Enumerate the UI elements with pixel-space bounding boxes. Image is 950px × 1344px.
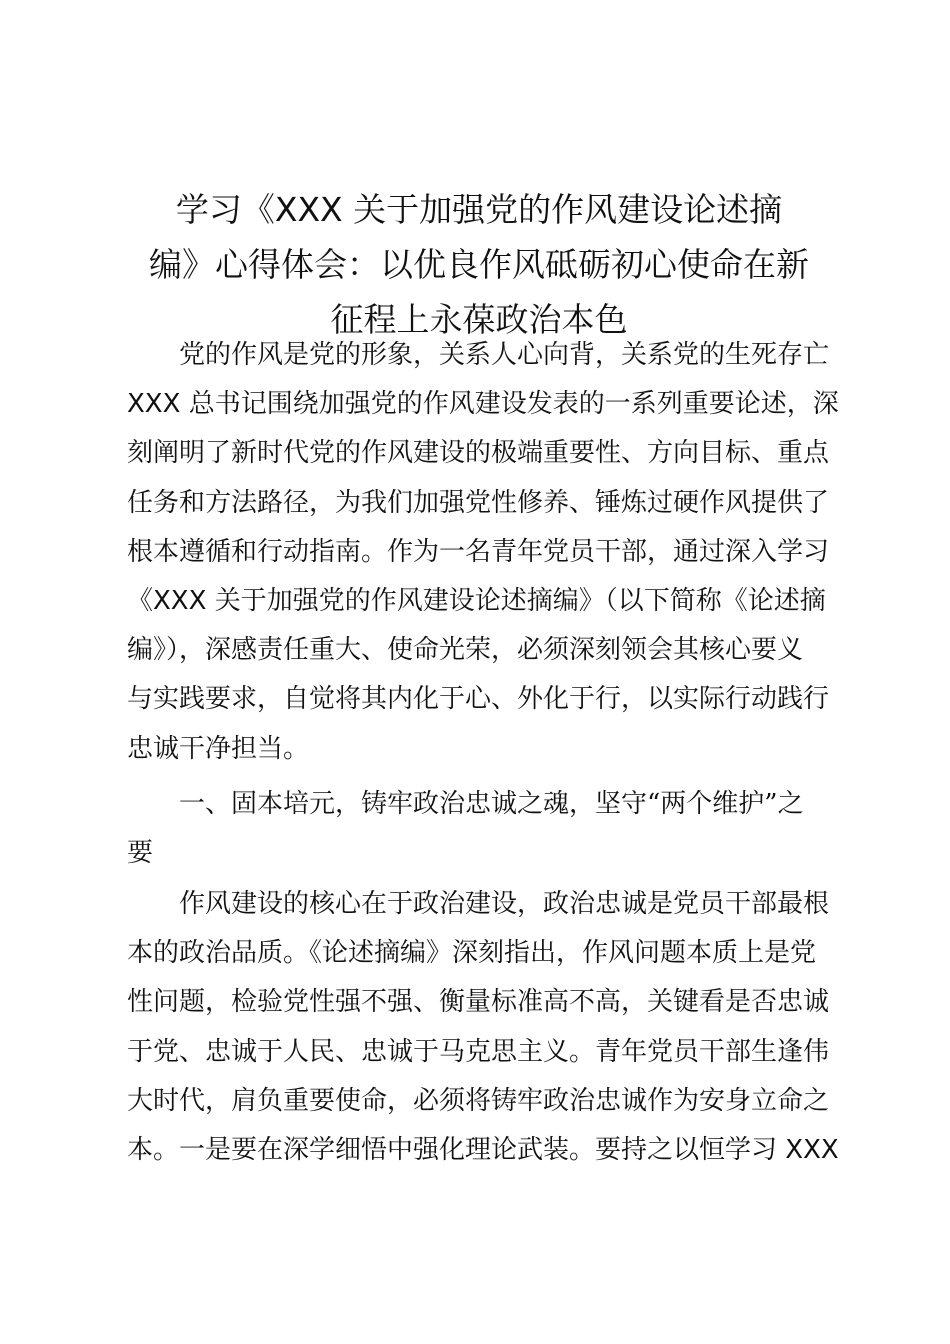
title-line-3: 征程上永葆政治本色 xyxy=(330,300,628,339)
paragraph-line: 与实践要求，自觉将其内化于心、外化于行，以实际行动践行 xyxy=(127,684,830,715)
paragraph-line: 《XXX 关于加强党的作风建设论述摘编》（以下简称《论述摘 xyxy=(127,586,826,617)
heading-line: 要 xyxy=(127,838,154,869)
paragraph-line: XXX 总书记围绕加强党的作风建设发表的一系列重要论述，深 xyxy=(127,389,839,420)
paragraph-line: 作风建设的核心在于政治建设，政治忠诚是党员干部最根 xyxy=(179,889,830,919)
paragraph-line: 任务和方法路径，为我们加强党性修养、锤炼过硬作风提供了 xyxy=(127,487,830,518)
section-1-paragraph xyxy=(127,880,837,1175)
paragraph-line: 刻阐明了新时代党的作风建设的极端重要性、方向目标、重点 xyxy=(127,438,830,469)
paragraph-line: 大时代，肩负重要使命，必须将铸牢政治忠诚作为安身立命之 xyxy=(127,1085,830,1116)
title-line-2: 编》心得体会：以优良作风砥砺初心使命在新 xyxy=(149,245,809,284)
paragraph-line: 党的作风是党的形象，关系人心向背，关系党的生死存亡 xyxy=(179,340,830,370)
paragraph-line: 根本遵循和行动指南。作为一名青年党员干部，通过深入学习 xyxy=(127,536,830,567)
paragraph-line: 编》），深感责任重大、使命光荣，必须深刻领会其核心要义 xyxy=(127,635,804,666)
intro-paragraph xyxy=(127,331,837,774)
paragraph-line: 于党、忠诚于人民、忠诚于马克思主义。青年党员干部生逢伟 xyxy=(127,1036,830,1067)
paragraph-line: 忠诚干净担当。 xyxy=(127,733,310,764)
document-title xyxy=(118,182,840,347)
section-heading-1 xyxy=(127,780,837,878)
heading-line: 一、固本培元，铸牢政治忠诚之魂，坚守“两个维护”之 xyxy=(179,789,804,819)
paragraph-line: 本的政治品质。《论述摘编》深刻指出，作风问题本质上是党 xyxy=(127,938,817,969)
paragraph-line: 性问题，检验党性强不强、衡量标准高不高，关键看是否忠诚 xyxy=(127,987,830,1018)
title-line-1: 学习《XXX 关于加强党的作风建设论述摘 xyxy=(175,190,783,229)
paragraph-line: 本。一是要在深学细悟中强化理论武装。要持之以恒学习 XXX xyxy=(127,1135,839,1166)
